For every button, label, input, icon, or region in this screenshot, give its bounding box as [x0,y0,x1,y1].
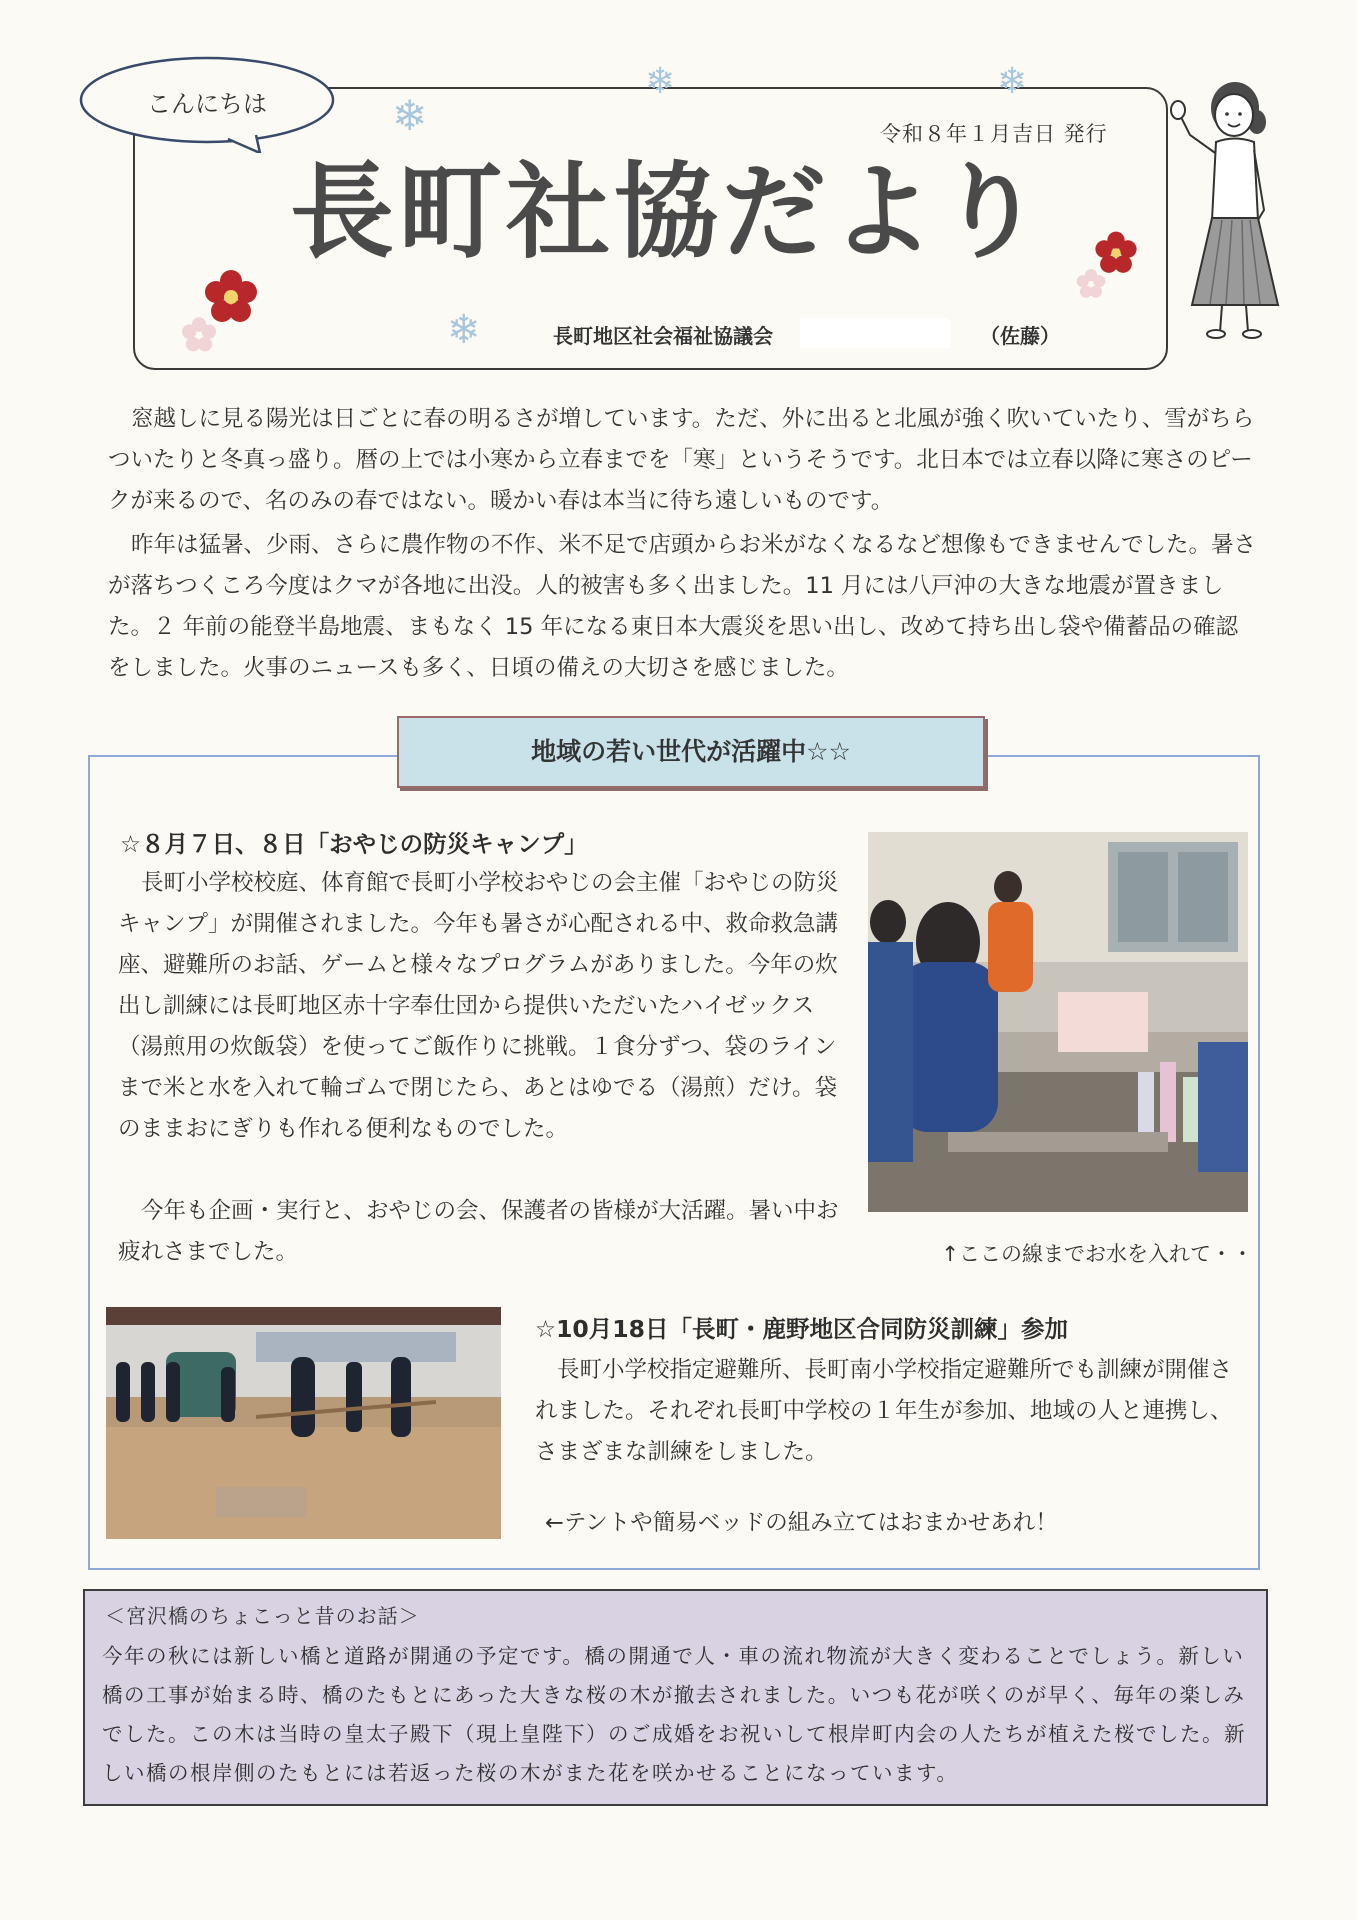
camp-heading: ☆８月７日、８日「おやじの防災キャンプ」 [120,830,588,858]
snowflake-icon: ❄ [392,91,428,140]
redacted-area [800,318,950,348]
camp-photo-caption: ↑ここの線までお水を入れて・・ [941,1242,1253,1266]
intro-paragraph-1: 窓越しに見る陽光は日ごとに春の明るさが増しています。ただ、外に出ると北風が強く吹いていたり、雪がちらついたりと冬真っ盛り。暦の上では小寒から立春までを「寒」というそうです。北日本では立春以降に寒さのピークが来るので、名のみの春ではない。暖かい春は本当に待ち遠しいものです。 [108,406,1255,514]
camp-body: 長町小学校校庭、体育館で長町小学校おやじの会主催「おやじの防災キャンプ」が開催されました。今年も暑さが心配される中、救命救急講座、避難所のお話、ゲームと様々なプログラムがありました。今年の炊出し訓練には長町地区赤十字奉仕団から提供いただいたハイゼックス（湯煎用の炊飯袋）を使ってご飯作りに挑戦。１食分ずつ、袋のラインまで米と水を入れて輪ゴムで閉じたら、あとはゆでる（湯煎）だけ。袋のままおにぎりも作れる便利なものでした。 [118,870,839,1142]
drill-photo-caption: ←テントや簡易ベッドの組み立てはおまかせあれ！ [545,1510,1058,1536]
plum-flower-icon [180,316,218,354]
waving-woman-illustration [1160,80,1290,340]
plum-flower-icon [1075,268,1107,300]
newsletter-title: 長町社協だより [290,151,1047,273]
section-banner: 地域の若い世代が活躍中☆☆ [397,716,985,788]
greeting-text: こんにちは [147,90,267,118]
issue-date: 令和８年１月吉日 発行 [880,122,1108,146]
drill-heading: ☆10月18日「長町・鹿野地区合同防災訓練」参加 [535,1315,1068,1343]
drill-body: 長町小学校指定避難所、長町南小学校指定避難所でも訓練が開催されました。それぞれ長町中学校の１年生が参加、地域の人と連携し、さまざまな訓練をしました。 [535,1357,1233,1465]
intro-paragraph-2: 昨年は猛暑、少雨、さらに農作物の不作、米不足で店頭からお米がなくなるなど想像もできませんでした。暑さが落ちつくころ今度はクマが各地に出没。人的被害も多く出ました。11 月には八戸沖の大きな地震が置きました。２ 年前の能登半島地震、まもなく 15 年になる東日本大震災を思い出し、改めて持ち出し袋や備蓄品の確認をしました。火事のニュースも多く、日頃の備えの大切さを感じました。 [108,532,1257,681]
organization-name: 長町地区社会福祉協議会 [553,324,773,348]
drill-gym-photo [106,1307,501,1539]
snowflake-icon: ❄ [447,307,481,353]
camp-cooking-photo [868,832,1248,1212]
story-body: 今年の秋には新しい橋と道路が開通の予定です。橋の開通で人・車の流れ物流が大きく変わることでしょう。新しい橋の工事が始まる時、橋のたもとにあった大きな桜の木が撤去されました。いつも花が咲くのが早く、毎年の楽しみでした。この木は当時の皇太子殿下（現上皇陛下）のご成婚をお祝いして根岸町内会の人たちが植えた桜でした。新しい橋の根岸側のたもとには若返った桜の木がまた花を咲かせることになっています。 [102,1644,1246,1785]
snowflake-icon: ❄ [645,61,676,102]
author-name: （佐藤） [980,324,1060,348]
snowflake-icon: ❄ [997,61,1028,102]
camp-body-2: 今年も企画・実行と、おやじの会、保護者の皆様が大活躍。暑い中お疲れさまでした。 [118,1198,839,1265]
story-title: ＜宮沢橋のちょこっと昔のお話＞ [105,1604,420,1628]
